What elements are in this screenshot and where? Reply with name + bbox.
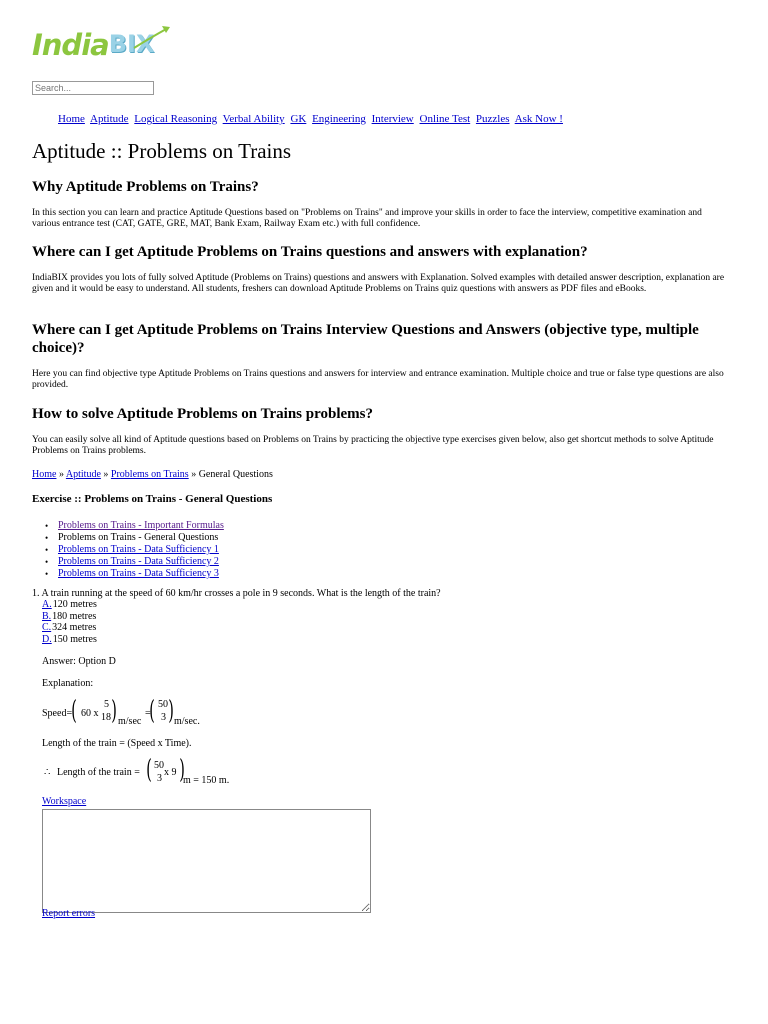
report-errors-link[interactable]: Report errors	[42, 908, 96, 919]
exercise-item	[58, 544, 224, 556]
option-c-text: 324 metres	[52, 622, 97, 633]
length-result: m = 150 m.	[183, 775, 230, 786]
option-d	[42, 634, 97, 646]
nav-online-test[interactable]: Online Test	[419, 113, 471, 125]
nav-logical-reasoning[interactable]: Logical Reasoning	[134, 113, 218, 125]
length-formula-line: Length of the train = (Speed x Time).	[42, 738, 192, 749]
question-text: A train running at the speed of 60 km/hr crosses a pole in 9 seconds. What is the length of the train?	[41, 588, 441, 599]
result-denominator: 3	[161, 712, 166, 723]
option-b	[42, 611, 97, 623]
option-a-text: 120 metres	[52, 599, 97, 610]
answer-options	[42, 599, 97, 645]
option-a-link[interactable]: A.	[42, 599, 52, 610]
section-text-interview: Here you can find objective type Aptitude Problems on Trains questions and answers for interview and entrance examination. Multiple choice and true or false type questions are also provided.	[32, 369, 724, 390]
speed-unit: m/sec	[118, 716, 142, 727]
length-label: Length of the train =	[57, 767, 140, 778]
therefore-symbol: ∴	[44, 767, 51, 778]
search-input[interactable]	[32, 81, 154, 95]
breadcrumb-sep-3: »	[191, 469, 197, 480]
option-a	[42, 599, 97, 611]
section-heading-where-explanation: Where can I get Aptitude Problems on Trains questions and answers with explanation?	[32, 244, 588, 260]
option-b-link[interactable]: B.	[42, 610, 52, 622]
logo-swoosh-icon	[132, 24, 172, 54]
section-heading-how-to-solve: How to solve Aptitude Problems on Trains problems?	[32, 406, 374, 422]
breadcrumb-sep-2: »	[103, 469, 109, 480]
exercise-item	[58, 520, 224, 532]
exercise-item	[58, 532, 224, 544]
breadcrumb-topic[interactable]: Problems on Trains	[110, 469, 189, 480]
breadcrumb	[32, 469, 273, 480]
nav-interview[interactable]: Interview	[371, 113, 414, 125]
paren-close: )	[168, 696, 174, 726]
nav-gk[interactable]: GK	[290, 113, 307, 125]
exercise-list	[58, 520, 224, 580]
question-number: 1.	[32, 588, 40, 599]
length-numerator: 50	[154, 760, 164, 771]
paren-close: )	[111, 696, 117, 726]
answer-text: Answer: Option D	[42, 656, 116, 667]
speed-denominator: 18	[101, 712, 111, 723]
speed-formula	[42, 696, 242, 730]
nav-aptitude[interactable]: Aptitude	[90, 113, 129, 125]
exercise-item	[58, 556, 224, 568]
breadcrumb-home[interactable]: Home	[32, 469, 57, 480]
exercise-link-ds1[interactable]: Problems on Trains - Data Sufficiency 1	[58, 544, 219, 555]
nav-ask-now[interactable]: Ask Now !	[514, 113, 563, 125]
exercise-current: Problems on Trains - General Questions	[58, 532, 219, 543]
logo-bix-text: BIX	[108, 30, 155, 58]
exercise-link-ds2[interactable]: Problems on Trains - Data Sufficiency 2	[58, 556, 219, 567]
speed-label: Speed=	[42, 708, 73, 719]
nav-verbal-ability[interactable]: Verbal Ability	[222, 113, 285, 125]
indiabix-logo[interactable]	[32, 28, 182, 68]
exercise-link-formulas[interactable]: Problems on Trains - Important Formulas	[58, 520, 224, 531]
nav-puzzles[interactable]: Puzzles	[475, 113, 510, 125]
section-heading-why: Why Aptitude Problems on Trains?	[32, 179, 259, 195]
section-heading-interview: Where can I get Aptitude Problems on Trains Interview Questions and Answers (objective type, multiple choice)?	[32, 322, 699, 356]
option-c-link[interactable]: C.	[42, 622, 52, 633]
speed-a: 60 x	[81, 708, 99, 719]
page-title: Aptitude :: Problems on Trains	[32, 139, 292, 163]
option-d-text: 150 metres	[52, 633, 97, 645]
option-d-link[interactable]: D.	[42, 633, 52, 645]
equals-sign: =	[145, 708, 151, 719]
nav-engineering[interactable]: Engineering	[312, 113, 366, 125]
length-denominator: 3	[157, 773, 162, 784]
length-formula	[42, 756, 262, 790]
paren-open: (	[146, 755, 152, 785]
exercise-title: Exercise :: Problems on Trains - General Questions	[32, 493, 273, 505]
exercise-item	[58, 568, 224, 580]
option-c	[42, 622, 97, 634]
exercise-link-ds3[interactable]: Problems on Trains - Data Sufficiency 3	[58, 568, 219, 579]
logo-india-text: India	[32, 28, 109, 62]
paren-close: )	[179, 755, 185, 785]
option-b-text: 180 metres	[52, 610, 97, 622]
explanation-label: Explanation:	[42, 678, 94, 689]
paren-open: (	[71, 696, 77, 726]
length-multiplier: x 9	[164, 767, 177, 778]
section-text-how-to-solve: You can easily solve all kind of Aptitude questions based on Problems on Trains by practicing the objective type exercises given below, also get shortcut methods to solve Aptitude Problems on Trains problems.	[32, 435, 714, 456]
main-nav	[58, 113, 566, 125]
section-text-why: In this section you can learn and practice Aptitude Questions based on "Problems on Trains" and improve your skills in order to face the interview, competitive examination and various entrance test (CAT, GATE, GRE, MAT, Bank Exam, Railway Exam etc.) with full confidence.	[32, 208, 702, 229]
breadcrumb-sep-1: »	[58, 469, 64, 480]
section-text-where-explanation: IndiaBIX provides you lots of fully solved Aptitude (Problems on Trains) questions and answers with Explanation. Solved examples with detailed answer description, explanation are given and it would be easy to understand. All students, freshers can download Aptitude Problems on Trains quiz questions with answers as PDF files and eBooks.	[32, 273, 725, 294]
paren-open: (	[149, 696, 155, 726]
workspace-link[interactable]: Workspace	[42, 796, 87, 807]
result-unit: m/sec.	[174, 716, 200, 727]
speed-numerator: 5	[104, 699, 109, 710]
breadcrumb-aptitude[interactable]: Aptitude	[65, 469, 101, 480]
breadcrumb-current: General Questions	[198, 469, 273, 480]
nav-home[interactable]: Home	[58, 113, 85, 125]
result-numerator: 50	[158, 699, 168, 710]
workspace-textarea[interactable]	[42, 809, 371, 913]
question	[32, 588, 441, 600]
